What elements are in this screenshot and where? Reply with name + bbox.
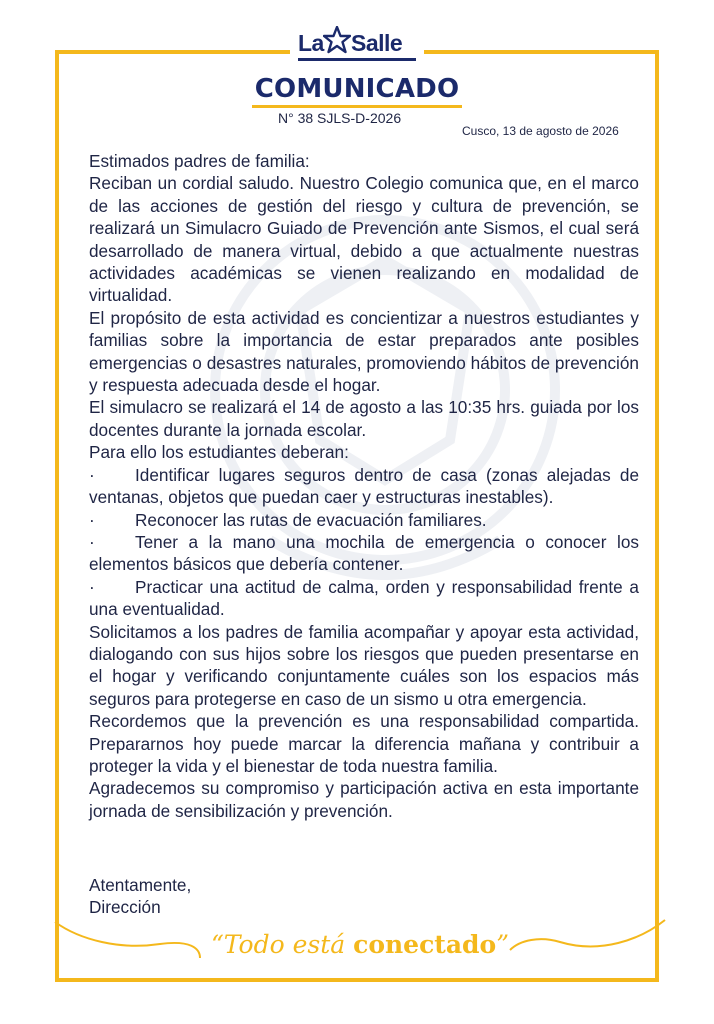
list-item-text: Reconocer las rutas de evacuación familiares. <box>135 509 487 530</box>
bullet-dot: · <box>89 509 95 530</box>
document-number: N° 38 SJLS-D-2026 <box>278 110 402 126</box>
list-item <box>89 576 639 621</box>
paragraph-schedule: El simulacro se realizará el 14 de agosto a las 10:35 hrs. guiada por los docentes durante la jornada escolar. <box>89 397 639 440</box>
paragraph-thanks: Agradecemos su compromiso y participación activa en esta importante jornada de sensibilización y prevención. <box>89 778 639 821</box>
list-item-text: Practicar una actitud de calma, orden y responsabilidad frente a una eventualidad. <box>89 576 639 620</box>
paragraph-instructions: Para ello los estudiantes deberan: <box>89 442 349 463</box>
greeting: Estimados padres de familia: <box>89 151 310 171</box>
bullet-dot: · <box>89 531 95 552</box>
letter-body <box>89 150 639 822</box>
slogan-strong: conectado <box>353 930 497 959</box>
list-item-text: Identificar lugares seguros dentro de casa (zonas alejadas de ventanas, objetos que puedan caer y estructuras inestables). <box>89 464 639 508</box>
list-item <box>89 531 639 576</box>
paragraph-purpose: El propósito de esta actividad es concientizar a nuestros estudiantes y familias sobre la importancia de estar preparados ante posibles emergencias o desastres naturales, promoviendo hábitos de prevención y respuesta adecuada desde el hogar. <box>89 307 639 396</box>
title-underline <box>252 105 462 108</box>
list-item <box>89 464 639 509</box>
slogan-close: ” <box>496 930 509 959</box>
closing-signature: Dirección <box>89 897 161 918</box>
bullet-dot: · <box>89 464 95 485</box>
paragraph-intro: Reciban un cordial saludo. Nuestro Colegio comunica que, en el marco de las acciones de gestión del riesgo y cultura de prevención, se realizará un Simulacro Guiado de Prevención ante Sismos, el cual será desarrollado de manera virtual, debido a que actualmente nuestras actividades académicas se vienen realizando en modalidad de virtualidad. <box>89 173 639 306</box>
slogan-open: “Todo está <box>211 930 354 959</box>
page-title: COMUNICADO <box>254 74 460 104</box>
star-icon <box>323 26 351 54</box>
paragraph-reminder: Recordemos que la prevención es una responsabilidad compartida. Prepararnos hoy puede marcar la diferencia mañana y contribuir a proteger la vida y el bienestar de toda nuestra familia. <box>89 711 639 776</box>
list-item <box>89 509 639 531</box>
document-date: Cusco, 13 de agosto de 2026 <box>462 124 619 138</box>
closing-salutation: Atentamente, <box>89 875 192 895</box>
logo-la-text: La <box>298 30 324 56</box>
logo-salle-text: Salle <box>351 30 403 56</box>
logo-underline <box>298 58 416 61</box>
la-salle-logo <box>290 26 424 66</box>
bullet-dot: · <box>89 576 95 597</box>
list-item-text: Tener a la mano una mochila de emergencia o conocer los elementos básicos que debería contener. <box>89 531 639 575</box>
footer-slogan <box>200 930 520 959</box>
paragraph-request: Solicitamos a los padres de familia acompañar y apoyar esta actividad, dialogando con sus hijos sobre los riesgos que pueden presentarse en el hogar y verificando conjuntamente cuáles son los espacios más seguros para protegerse en caso de un sismo u otra emergencia. <box>89 621 639 709</box>
